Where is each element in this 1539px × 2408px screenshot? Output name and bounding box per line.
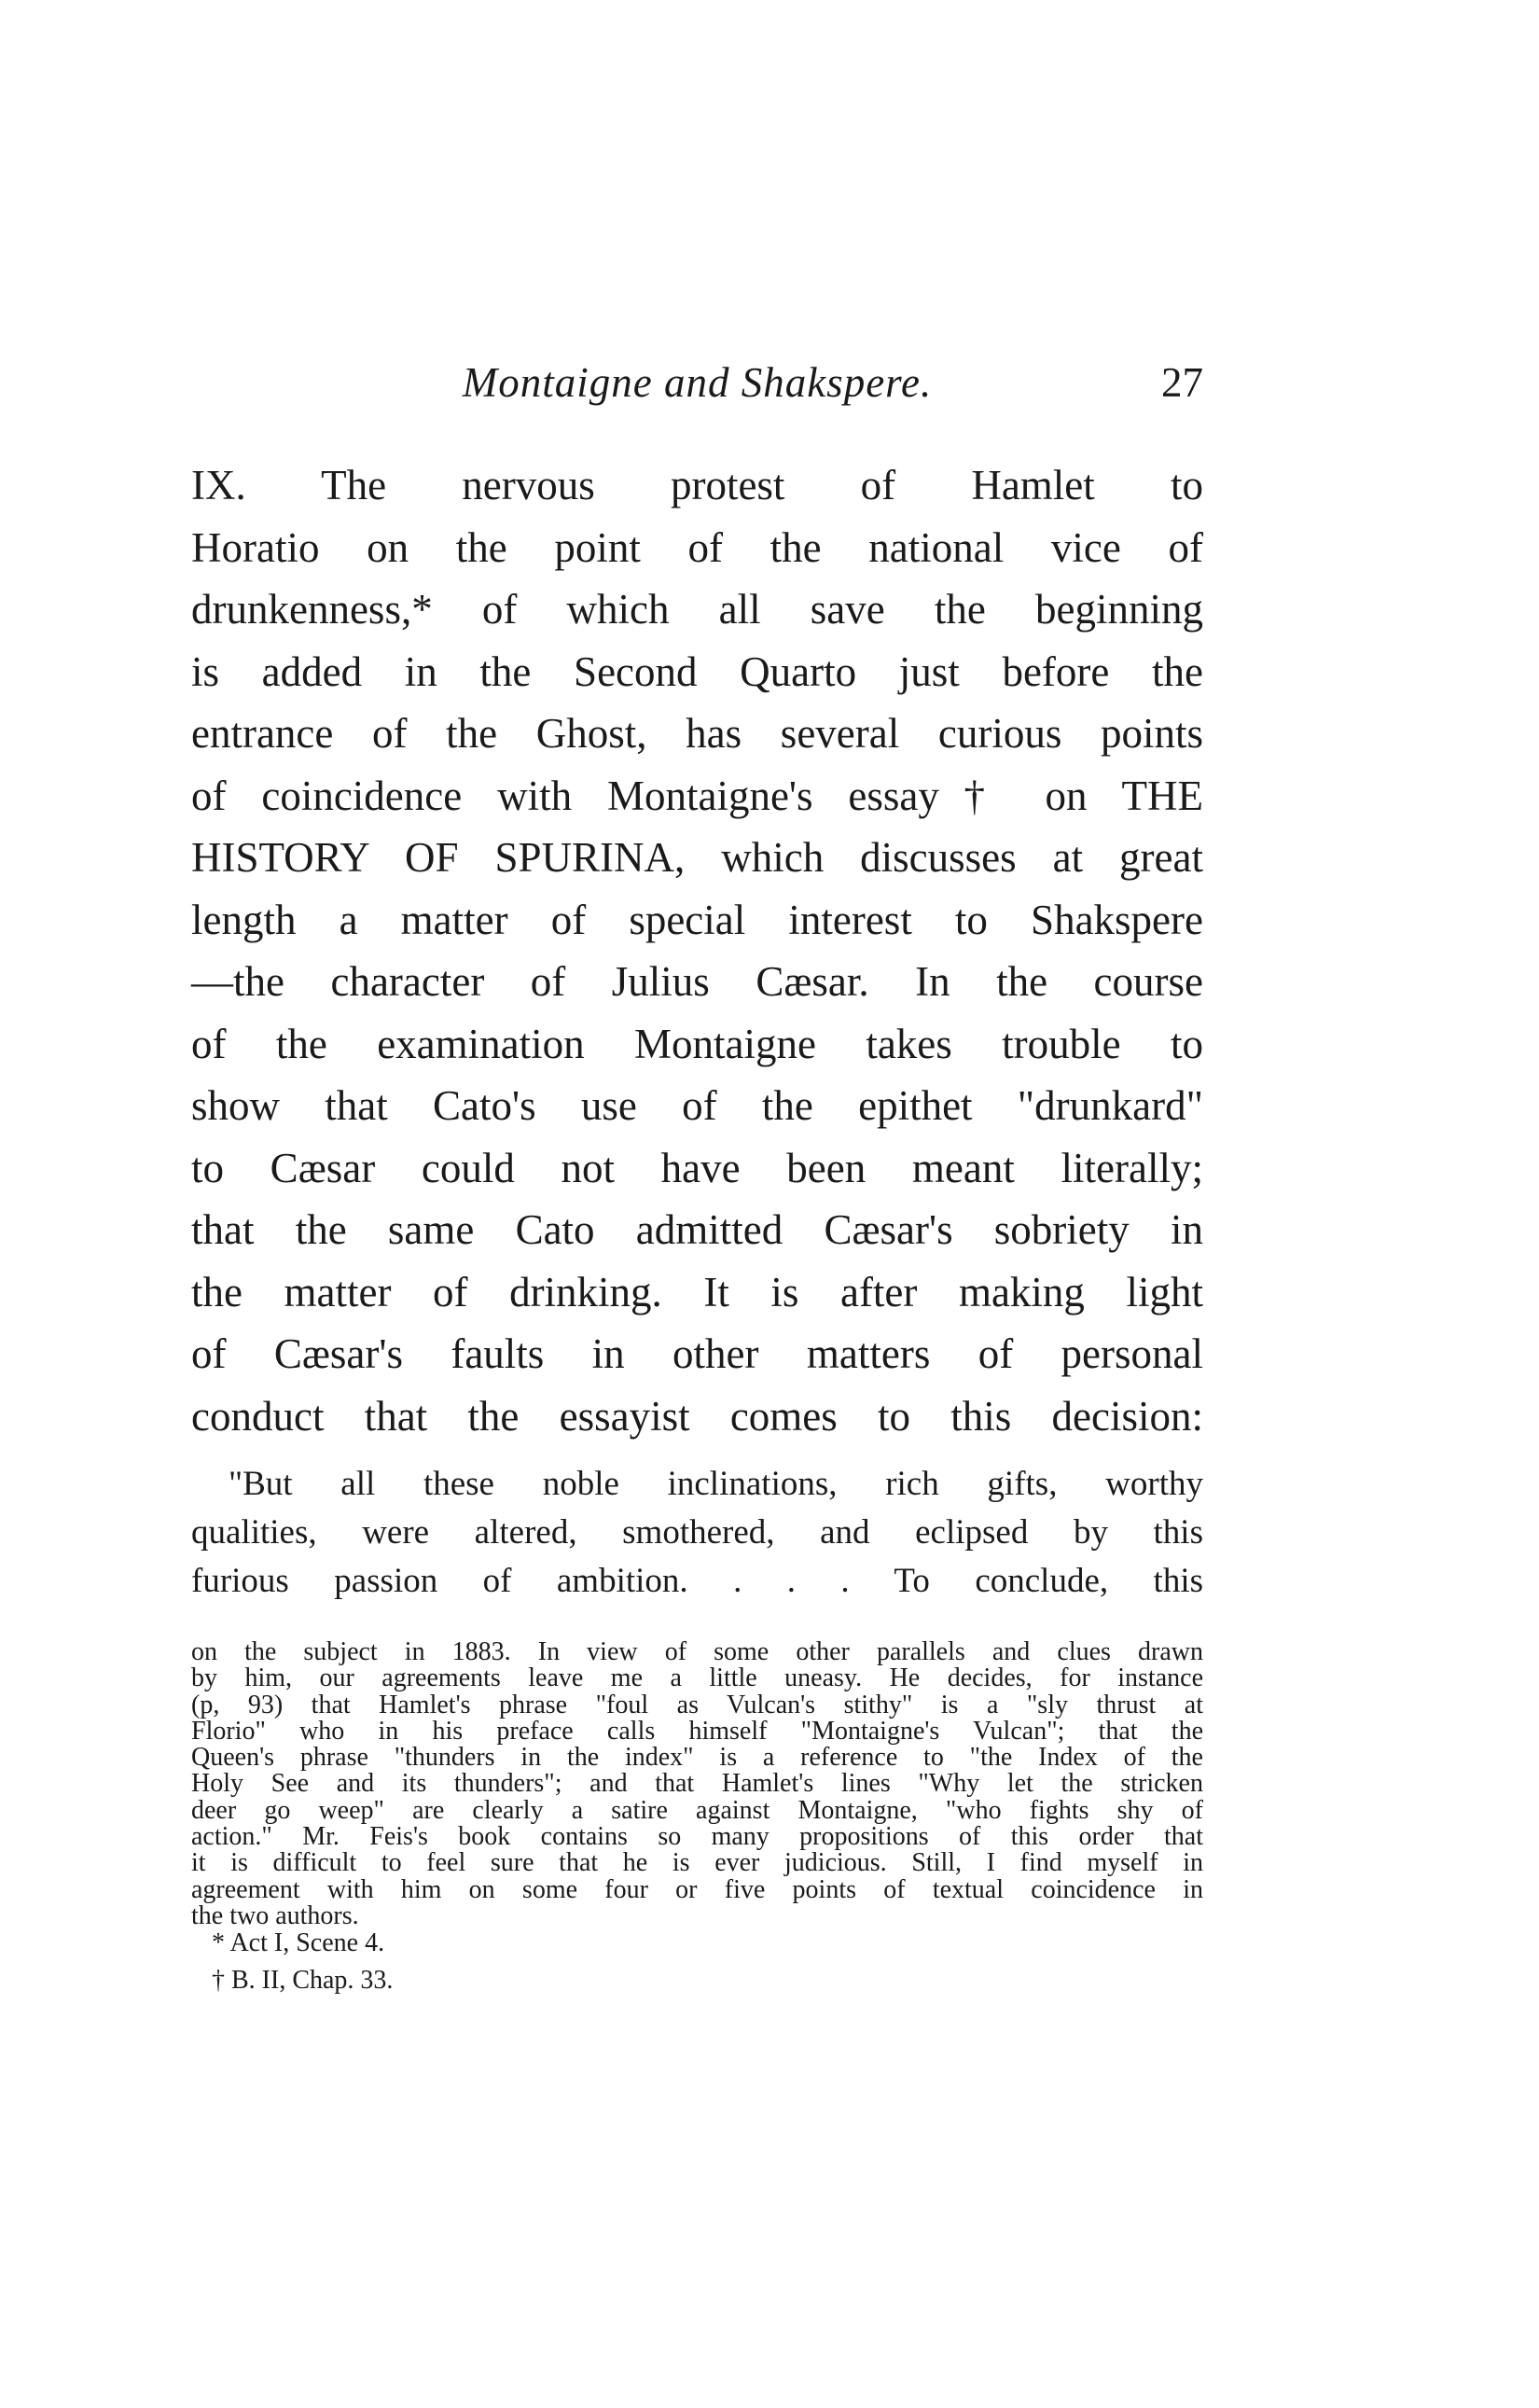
footnote-line: Florio" who in his preface calls himself "Montaigne's Vulcan"; that the [191,1716,1203,1746]
text-line: drunkenness,* of which all save the beginning [191,586,1203,633]
quote-line: furious passion of ambition. . . . To conclude, this [191,1562,1203,1600]
text-line: IX. The nervous protest of Hamlet to [191,462,1203,508]
block-quote [191,1460,1203,1606]
footnote-line: on the subject in 1883. In view of some other parallels and clues drawn [191,1637,1203,1666]
text-line: length a matter of special interest to Shakspere [191,896,1203,943]
footnote-line: deer go weep" are clearly a satire against Montaigne, "who fights shy of [191,1795,1203,1825]
footnote-line: the two authors. [191,1900,359,1930]
footnote-act-scene: * Act I, Scene 4. [212,1928,385,1958]
text-line: show that Cato's use of the epithet "drunkard" [191,1082,1203,1129]
footnote-book-chapter: † B. II, Chap. 33. [212,1966,394,1996]
running-title: Montaigne and Shakspere. [462,359,933,406]
footnote-line: Holy See and its thunders"; and that Hamlet's lines "Why let the stricken [191,1769,1203,1799]
text-line: —the character of Julius Cæsar. In the course [191,958,1203,1005]
page-header [191,355,1203,411]
text-line: of the examination Montaigne takes trouble to [191,1020,1203,1067]
text-line: to Cæsar could not have been meant literally; [191,1144,1203,1191]
text-line: entrance of the Ghost, has several curious points [191,710,1203,757]
footnotes [191,1639,1203,1998]
footnote-line: by him, our agreements leave me a little uneasy. He decides, for instance [191,1663,1203,1693]
text-line: Horatio on the point of the national vice of [191,523,1203,571]
text-line: the matter of drinking. It is after making light [191,1268,1203,1315]
main-paragraph [191,454,1203,1447]
page-number: 27 [1161,359,1203,406]
footnote-line: Queen's phrase "thunders in the index" is a reference to "the Index of the [191,1743,1203,1773]
text-line: conduct that the essayist comes to this decision: [191,1392,1203,1440]
footnote-line: it is difficult to feel sure that he is ever judicious. Still, I find myself in [191,1848,1203,1878]
footnote-line: (p, 93) that Hamlet's phrase "foul as Vulcan's stithy" is a "sly thrust at [191,1690,1203,1719]
text-line: HISTORY OF SPURINA, which discusses at great [191,834,1203,881]
footnote-line: agreement with him on some four or five points of textual coincidence in [191,1874,1203,1904]
text-line: of Cæsar's faults in other matters of personal [191,1330,1203,1377]
footnote-line: action." Mr. Feis's book contains so many propositions of this order that [191,1822,1203,1852]
text-line: that the same Cato admitted Cæsar's sobriety in [191,1206,1203,1253]
text-line: of coincidence with Montaigne's essay† on THE [191,772,1203,819]
quote-line: qualities, were altered, smothered, and eclipsed by this [191,1513,1203,1552]
text-line: is added in the Second Quarto just before the [191,647,1203,695]
quote-line: "But all these noble inclinations, rich gifts, worthy [229,1465,1203,1503]
